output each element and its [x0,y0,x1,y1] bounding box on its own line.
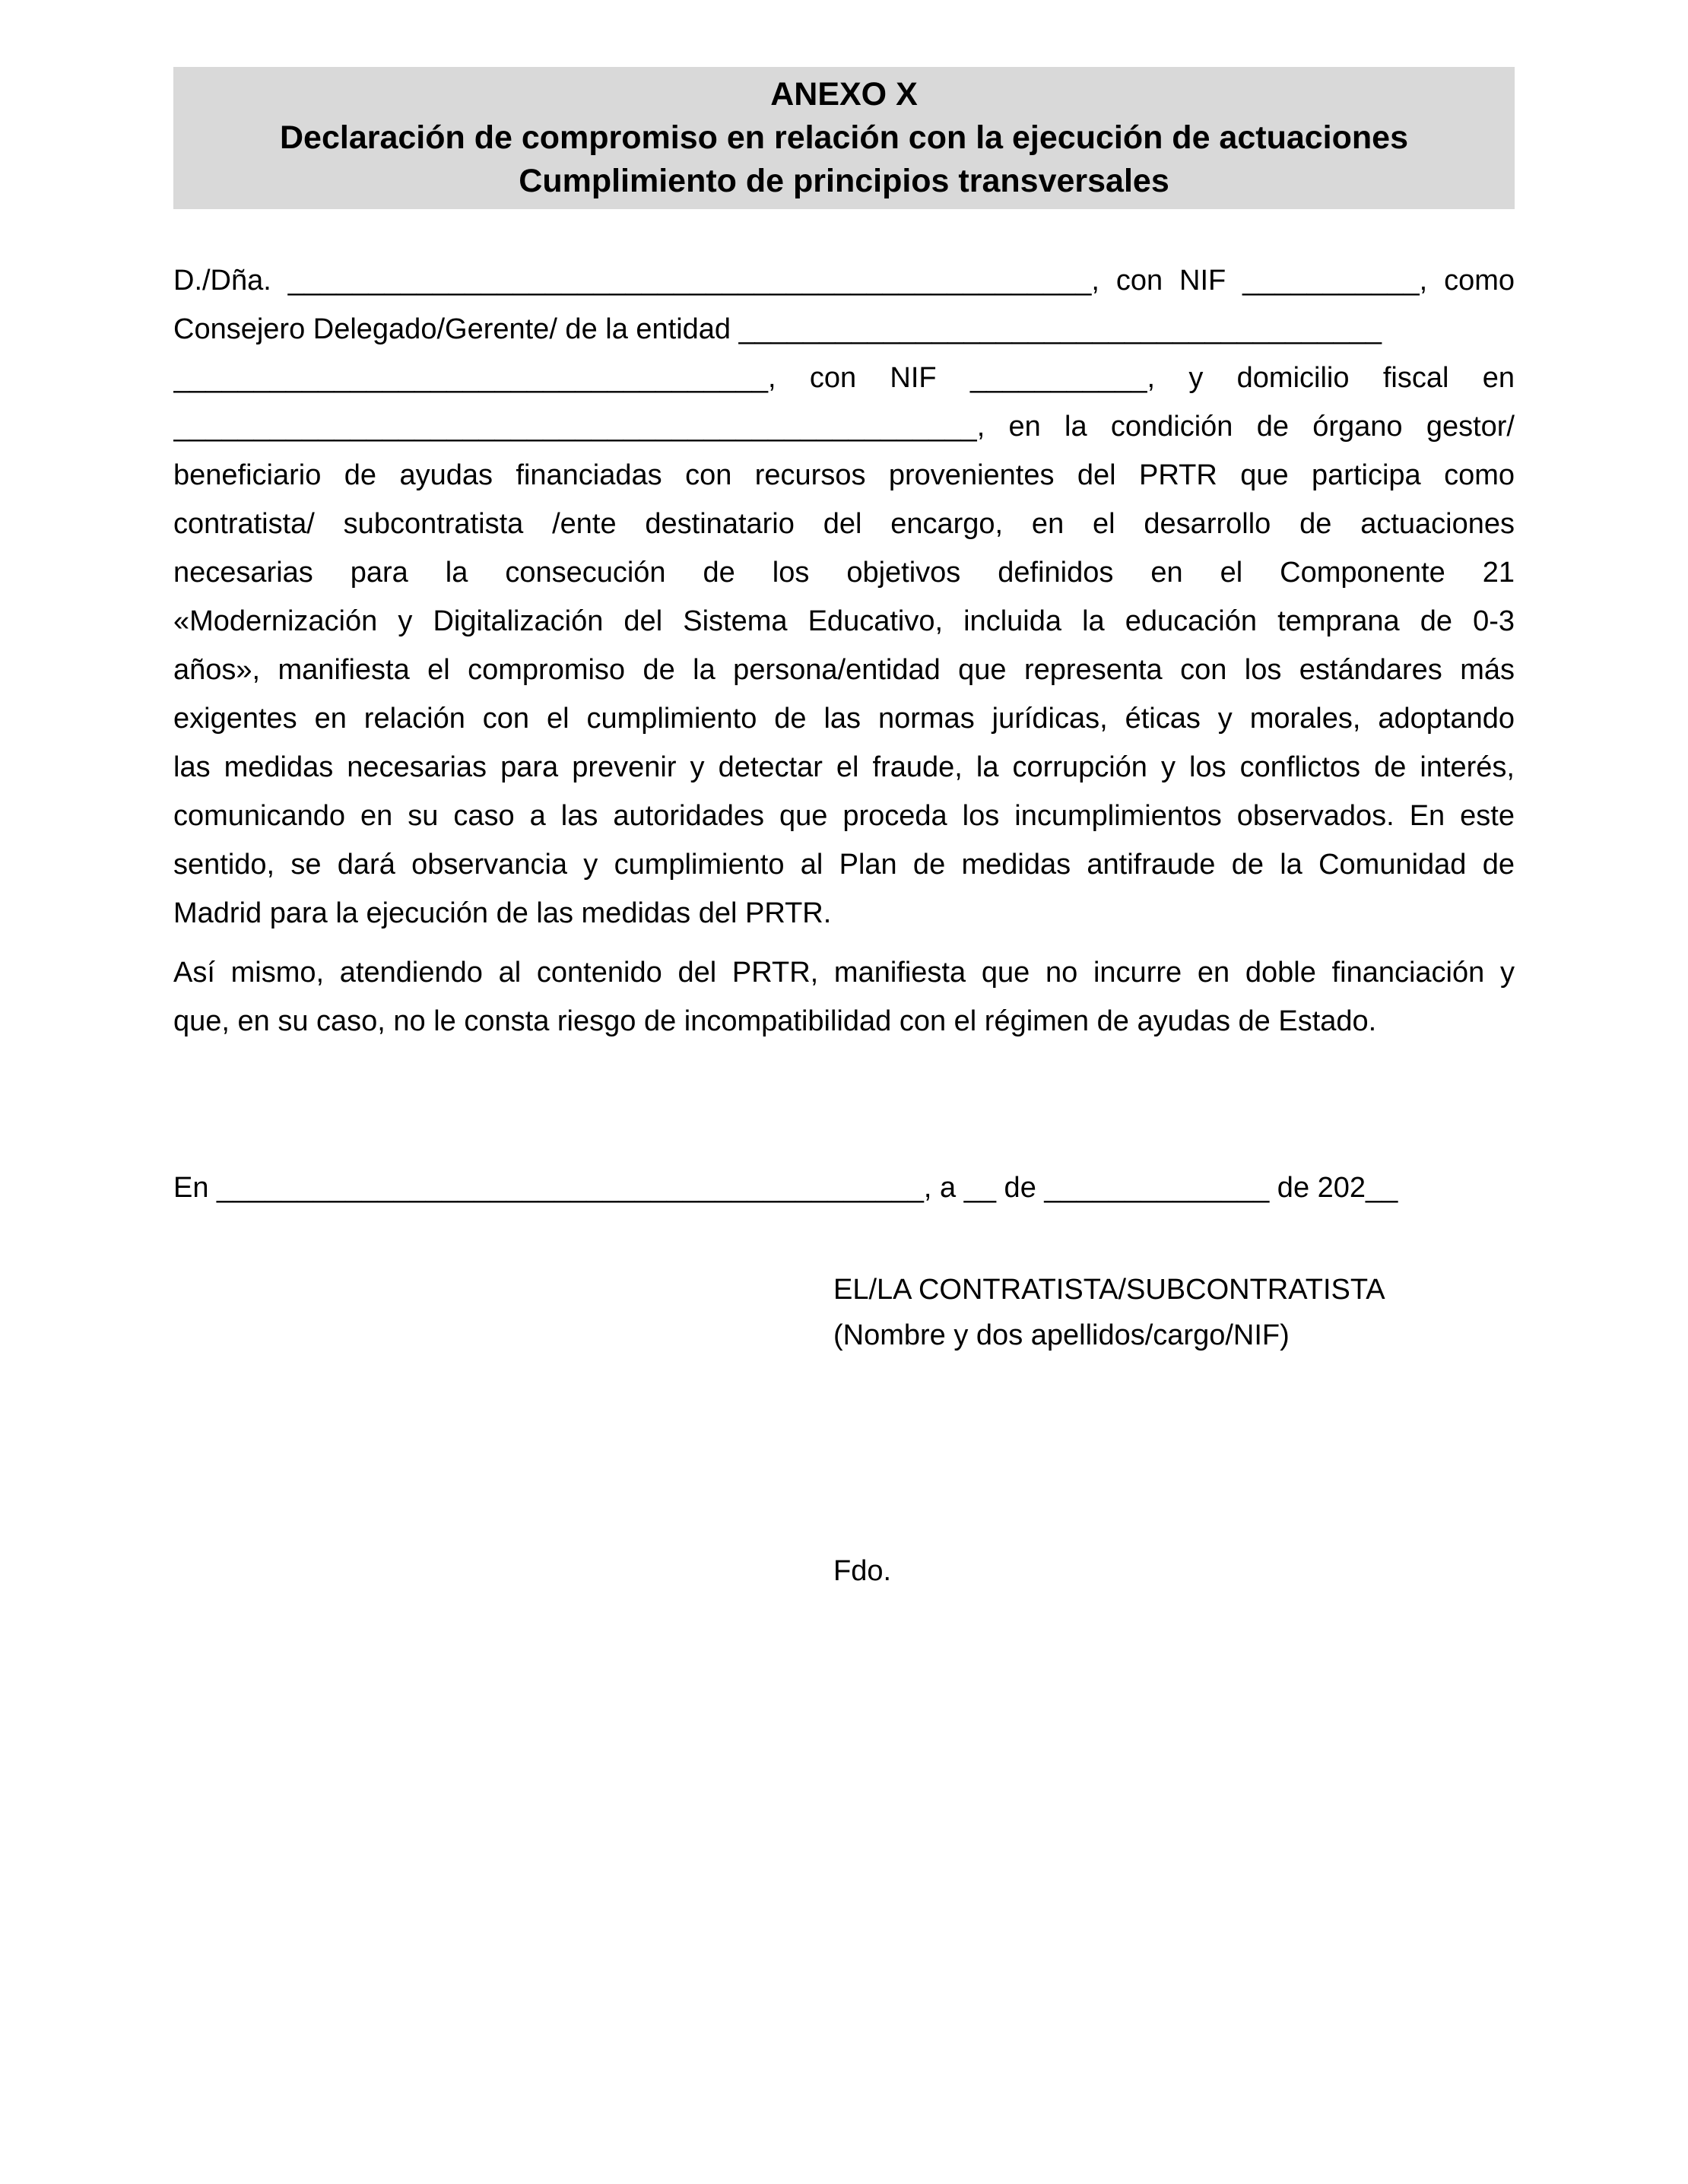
place-date-line: En ____________________________________________, a __ de ______________ de 202__ [173,1172,1398,1204]
signature-block [833,1267,1515,1594]
text-line: años», manifiesta el compromiso de la persona/entidad que representa con los estándares más [173,654,1515,686]
document-title-line2: Cumplimiento de principios transversales [519,163,1169,199]
signature-name-hint: (Nombre y dos apellidos/cargo/NIF) [833,1319,1290,1351]
text-line: las medidas necesarias para prevenir y detectar el fraude, la corrupción y los conflictos de interés, [173,751,1515,783]
text-line: beneficiario de ayudas financiadas con recursos provenientes del PRTR que participa como [173,459,1515,491]
text-line: Consejero Delegado/Gerente/ de la entidad ________________________________________ [173,313,1382,345]
document-title-line1: Declaración de compromiso en relación con la ejecución de actuaciones [279,119,1408,156]
text-line: D./Dña. __________________________________________________, con NIF ___________, como [173,265,1515,297]
document-header [173,67,1515,209]
text-line: Así mismo, atendiendo al contenido del PRTR, manifiesta que no incurre en doble financiación y [173,957,1515,989]
declaration-paragraph [173,256,1515,938]
text-line: comunicando en su caso a las autoridades que proceda los incumplimientos observados. En este [173,800,1515,832]
text-line: _____________________________________, con NIF ___________, y domicilio fiscal en [173,362,1515,394]
text-line: Madrid para la ejecución de las medidas del PRTR. [173,897,832,929]
double-funding-paragraph [173,948,1515,1046]
text-line: necesarias para la consecución de los objetivos definidos en el Componente 21 [173,557,1515,589]
text-line: sentido, se dará observancia y cumplimiento al Plan de medidas antifraude de la Comunidad de [173,849,1515,881]
signature-fdo-label: Fdo. [833,1555,892,1587]
annex-title: ANEXO X [770,76,918,113]
document-body [173,256,1515,1594]
text-line: «Modernización y Digitalización del Sistema Educativo, incluida la educación temprana de 0-3 [173,605,1515,637]
text-line: __________________________________________________, en la condición de órgano gestor/ [173,411,1515,443]
text-line: exigentes en relación con el cumplimiento de las normas jurídicas, éticas y morales, adoptando [173,703,1515,735]
text-line: contratista/ subcontratista /ente destinatario del encargo, en el desarrollo de actuaciones [173,508,1515,540]
signature-role: EL/LA CONTRATISTA/SUBCONTRATISTA [833,1274,1385,1306]
text-line: que, en su caso, no le consta riesgo de incompatibilidad con el régimen de ayudas de Estado. [173,1005,1377,1037]
